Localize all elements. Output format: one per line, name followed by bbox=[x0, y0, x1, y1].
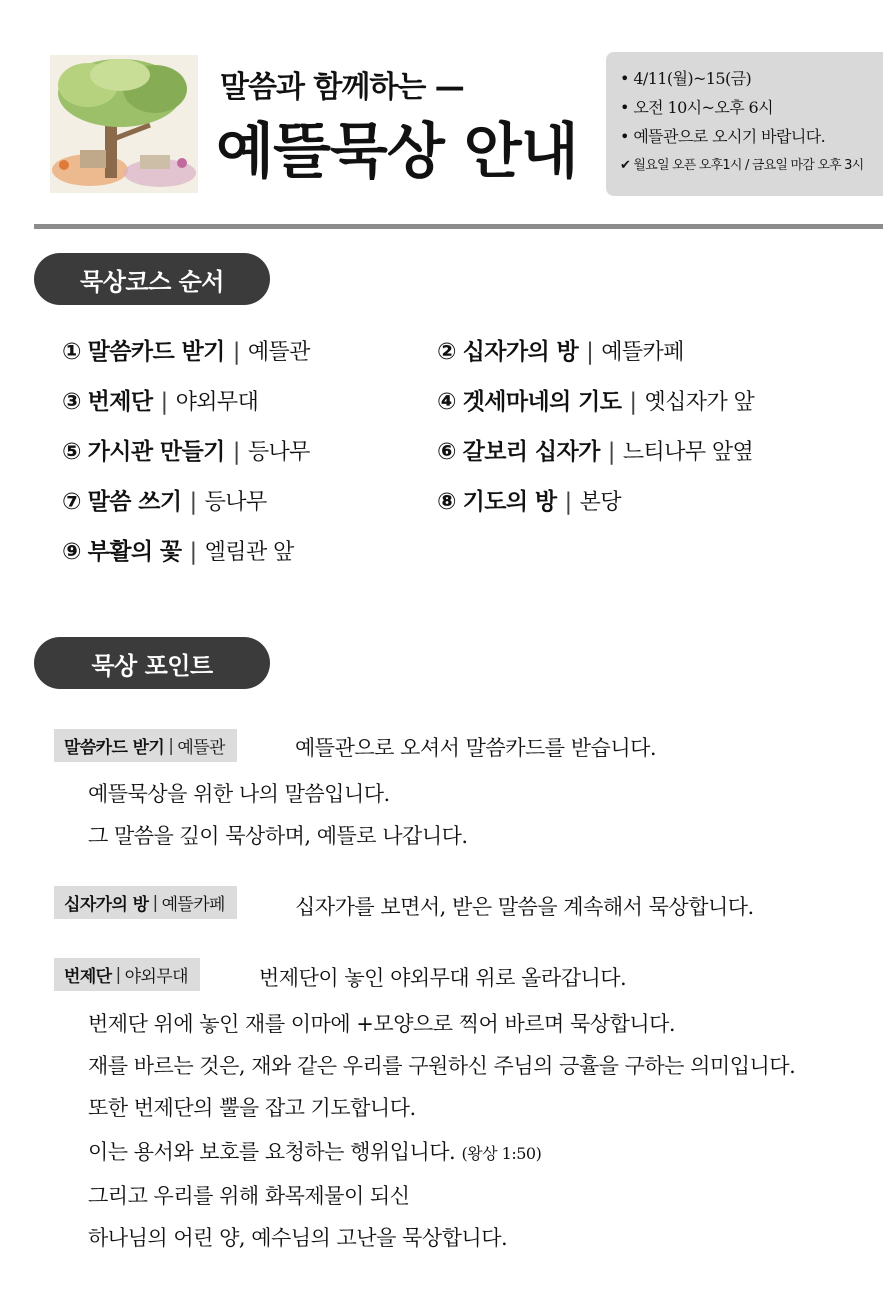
point-text: 그리고 우리를 위해 화목제물이 되신 bbox=[88, 1184, 410, 1208]
page-title: 예뜰묵상 안내 bbox=[216, 117, 578, 187]
point-text: 번제단 위에 놓인 재를 이마에 +모양으로 찍어 바르며 묵상합니다. bbox=[88, 1012, 676, 1036]
point-text: 이는 용서와 보호를 요청하는 행위입니다. (왕상 1:50) bbox=[88, 1140, 542, 1164]
point-text: 번제단이 놓인 야외무대 위로 올라갑니다. bbox=[259, 966, 627, 990]
point-text: 십자가를 보면서, 받은 말씀을 계속해서 묵상합니다. bbox=[295, 895, 754, 919]
course-item: ③ 번제단 | 야외무대 bbox=[62, 389, 259, 415]
course-item: ⑨ 부활의 꽃 | 엘림관 앞 bbox=[62, 539, 294, 565]
course-item: ② 십자가의 방 | 예뜰카페 bbox=[437, 339, 684, 365]
point-tag: 번제단 | 야외무대 bbox=[54, 958, 200, 991]
point-text: 또한 번제단의 뿔을 잡고 기도합니다. bbox=[88, 1096, 416, 1120]
point-text: 하나님의 어린 양, 예수님의 고난을 묵상합니다. bbox=[88, 1226, 508, 1250]
course-item: ④ 겟세마네의 기도 | 옛십자가 앞 bbox=[437, 389, 755, 415]
schedule-info-box bbox=[606, 52, 883, 196]
point-text: 그 말씀을 깊이 묵상하며, 예뜰로 나갑니다. bbox=[88, 824, 468, 848]
point-tag: 십자가의 방 | 예뜰카페 bbox=[54, 886, 237, 919]
points-section-heading: 묵상 포인트 bbox=[34, 637, 270, 689]
course-item: ⑥ 갈보리 십자가 | 느티나무 앞옆 bbox=[437, 439, 754, 465]
header-subtitle: 말씀과 함께하는 — bbox=[220, 70, 464, 105]
tree-illustration bbox=[50, 55, 198, 193]
course-item: ① 말씀카드 받기 | 예뜰관 bbox=[62, 339, 310, 365]
info-dates: • 4/11(월)~15(금) bbox=[620, 69, 752, 88]
info-hours: • 오전 10시~오후 6시 bbox=[620, 98, 773, 117]
bible-reference: (왕상 1:50) bbox=[461, 1144, 542, 1163]
header-divider bbox=[34, 224, 883, 229]
point-text: 예뜰묵상을 위한 나의 말씀입니다. bbox=[88, 782, 390, 806]
course-item: ⑧ 기도의 방 | 본당 bbox=[437, 489, 621, 515]
info-location: • 예뜰관으로 오시기 바랍니다. bbox=[620, 127, 826, 146]
point-text: 재를 바르는 것은, 재와 같은 우리를 구원하신 주님의 긍휼을 구하는 의미입니다. bbox=[88, 1054, 796, 1078]
course-item: ⑤ 가시관 만들기 | 등나무 bbox=[62, 439, 310, 465]
info-note: ✔ 월요일 오픈 오후1시 / 금요일 마감 오후 3시 bbox=[620, 158, 864, 173]
point-text: 예뜰관으로 오셔서 말씀카드를 받습니다. bbox=[295, 736, 657, 760]
point-tag: 말씀카드 받기 | 예뜰관 bbox=[54, 729, 237, 762]
course-item: ⑦ 말씀 쓰기 | 등나무 bbox=[62, 489, 267, 515]
course-section-heading: 묵상코스 순서 bbox=[34, 253, 270, 305]
